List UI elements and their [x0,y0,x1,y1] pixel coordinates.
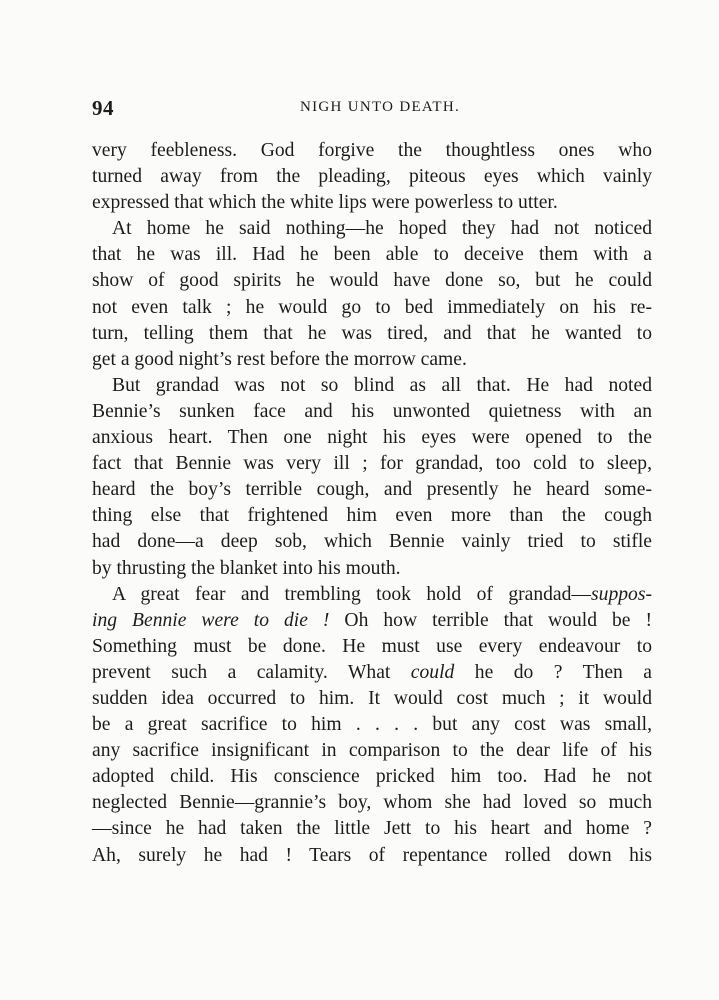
text-line: very feebleness. God forgive the thoughtless ones who [92,140,652,161]
body-text [92,138,652,869]
text-line: not even talk ; he would go to bed immediately on his re- [92,296,652,318]
text-line: —since he had taken the little Jett to his heart and home ? [92,818,652,840]
text-line: adopted child. His conscience pricked him too. Had he not [92,766,652,788]
text-line: turn, telling them that he was tired, and that he wanted to [92,322,652,344]
running-title: NIGH UNTO DEATH. [299,99,461,115]
text-line: any sacrifice insignificant in comparison to the dear life of his [92,740,652,762]
text-line: get a good night’s rest before the morrow came. [92,348,467,370]
text-line: thing else that frightened him even more than the cough [92,505,652,527]
text-line: expressed that which the white lips were powerless to utter. [92,192,558,214]
text-run: prevent such a calamity. What [92,661,411,683]
italic-text: suppos- [591,583,652,605]
text-line: At home he said nothing—he hoped they had not noticed [112,218,652,240]
text-line: neglected Bennie—grannie’s boy, whom she had loved so much [92,792,652,814]
text-line: be a great sacrifice to him . . . . but any cost was small, [92,714,652,736]
paragraph-2 [92,216,652,373]
text-run: A great fear and trembling took hold of grandad— [112,583,592,605]
italic-text: could [410,661,455,683]
text-run: Oh how terrible that would be ! [329,609,652,631]
text-line: sudden idea occurred to him. It would cost much ; it would [92,687,652,709]
text-line: But grandad was not so blind as all that. He had noted [112,374,652,396]
text-line: by thrusting the blanket into his mouth. [92,557,401,579]
text-line: anxious heart. Then one night his eyes were opened to the [92,427,652,449]
paragraph-1 [92,138,652,216]
text-line: fact that Bennie was very ill ; for grandad, too cold to sleep, [92,453,652,475]
paragraph-4 [92,582,652,869]
text-line: had done—a deep sob, which Bennie vainly tried to stifle [92,531,652,553]
running-head [92,96,652,120]
page-number: 94 [92,96,114,120]
text-line [92,660,652,686]
text-line: Ah, surely he had ! Tears of repentance rolled down his [92,844,652,866]
italic-text: ing Bennie were to die ! [92,609,330,631]
text-run: he do ? Then a [454,661,652,683]
text-line: heard the boy’s terrible cough, and presently he heard some- [92,479,652,501]
text-line: Bennie’s sunken face and his unwonted quietness with an [92,400,652,422]
paragraph-3 [92,373,652,582]
text-line: show of good spirits he would have done so, but he could [92,270,652,292]
text-line: Something must be done. He must use every endeavour to [92,635,652,657]
text-line: that he was ill. Had he been able to deceive them with a [92,244,652,266]
text-line [92,582,652,608]
text-line [92,608,652,634]
text-line: turned away from the pleading, piteous eyes which vainly [92,166,652,188]
